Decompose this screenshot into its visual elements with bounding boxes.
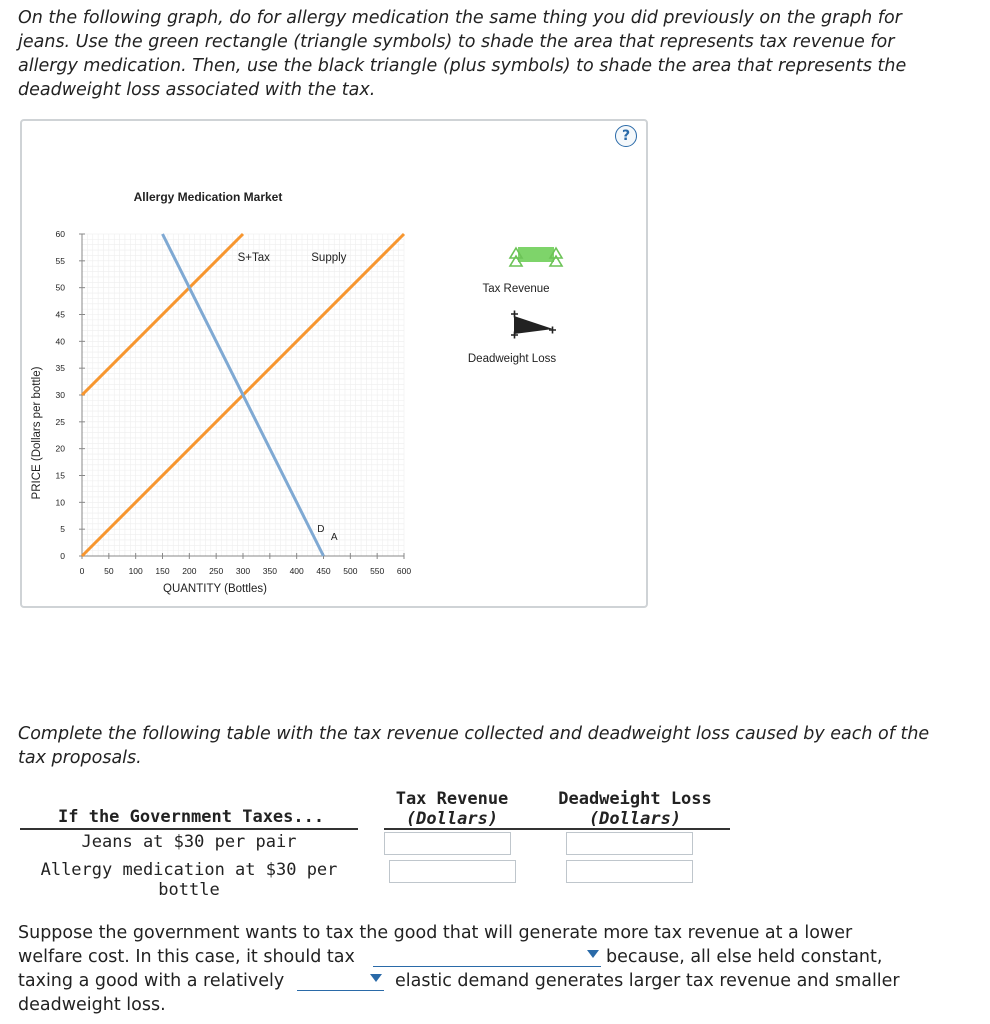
- question-line-3a: taxing a good with a relatively: [18, 971, 285, 991]
- y-tick-label: 10: [55, 497, 65, 508]
- chart-title: Allergy Medication Market: [133, 190, 283, 204]
- x-tick-label: 0: [79, 566, 85, 576]
- x-tick-label: 200: [182, 566, 197, 576]
- deadweight-loss-tool[interactable]: [511, 311, 556, 339]
- y-tick-label: 35: [55, 363, 65, 374]
- table-rule: [20, 828, 358, 830]
- question-line-3b: elastic demand generates larger tax revenue and smaller: [395, 971, 900, 991]
- x-tick-label: 350: [262, 566, 277, 576]
- y-tick-label: 5: [60, 524, 65, 535]
- annotation-supply: Supply: [311, 251, 347, 264]
- allergy-deadweight-loss-input[interactable]: [566, 860, 693, 883]
- y-tick-label: 60: [55, 229, 65, 239]
- row-header: If the Government Taxes...: [58, 807, 325, 827]
- chevron-down-icon: [370, 974, 382, 982]
- col-tax-revenue-title: Tax Revenue: [395, 789, 509, 809]
- question-line-2b: because, all else held constant,: [606, 947, 883, 967]
- annotation-a: A: [330, 531, 338, 543]
- question-line-4: deadweight loss.: [18, 995, 166, 1015]
- x-tick-label: 100: [128, 566, 143, 576]
- y-tick-label: 40: [55, 336, 65, 347]
- good-to-tax-dropdown[interactable]: [373, 946, 601, 967]
- x-tick-label: 50: [104, 566, 114, 576]
- table-row-label: Allergy medication at $30 per bottle: [40, 860, 338, 900]
- tax-revenue-swatch[interactable]: [518, 247, 554, 262]
- y-tick-label: 55: [55, 255, 65, 266]
- jeans-tax-revenue-input[interactable]: [384, 832, 511, 855]
- question-line-1: Suppose the government wants to tax the good that will generate more tax revenue at a lower: [18, 923, 853, 943]
- annotation-s-tax: S+Tax: [237, 251, 270, 264]
- x-tick-label: 500: [343, 566, 358, 576]
- elasticity-dropdown[interactable]: [297, 970, 384, 991]
- deadweight-loss-tool-label: Deadweight Loss: [467, 353, 557, 365]
- x-tick-label: 450: [316, 566, 331, 576]
- plus-symbol-icon: [549, 327, 556, 334]
- y-tick-label: 20: [55, 443, 65, 454]
- col-deadweight-header: [540, 789, 730, 829]
- tax-revenue-tool[interactable]: [510, 247, 562, 266]
- jeans-deadweight-loss-input[interactable]: [566, 832, 693, 855]
- col-deadweight-title: Deadweight Loss: [558, 789, 712, 809]
- y-axis-label: PRICE (Dollars per bottle): [31, 366, 43, 500]
- deadweight-loss-swatch[interactable]: [514, 316, 553, 334]
- col-tax-revenue-unit: (Dollars): [405, 809, 499, 829]
- table-prompt: Complete the following table with the tax revenue collected and deadweight loss caused by each of the tax proposals.: [18, 724, 930, 768]
- x-tick-label: 300: [235, 566, 251, 576]
- y-tick-label: 50: [55, 282, 65, 293]
- x-tick-label: 400: [289, 566, 304, 576]
- help-icon[interactable]: ?: [615, 125, 637, 147]
- x-tick-label: 600: [396, 566, 412, 576]
- annotation-d: D: [317, 523, 325, 535]
- y-tick-label: 25: [55, 416, 65, 427]
- col-deadweight-unit: (Dollars): [588, 809, 682, 829]
- instructions-text: On the following graph, do for allergy medication the same thing you did previously on the graph for jeans. Use the green rectangle (triangle symbols) to shade the area that represents tax revenue for allergy medication. Then, use the black triangle (plus symbols) to shade the area that represents the deadweight loss associated with the tax.: [18, 8, 907, 100]
- allergy-tax-revenue-input[interactable]: [389, 860, 516, 883]
- y-tick-label: 30: [55, 390, 65, 400]
- table-row-label: Jeans at $30 per pair: [81, 832, 297, 852]
- y-tick-label: 15: [55, 470, 65, 481]
- question-line-2a: welfare cost. In this case, it should tax: [18, 947, 355, 967]
- y-tick-label: 0: [60, 551, 65, 561]
- plus-symbol-icon: [511, 311, 518, 318]
- table-rule: [384, 828, 730, 830]
- x-tick-label: 150: [155, 566, 170, 576]
- y-tick-label: 45: [55, 309, 65, 320]
- tax-revenue-tool-label: Tax Revenue: [482, 283, 550, 295]
- col-tax-revenue-header: [380, 789, 524, 829]
- x-axis-label: QUANTITY (Bottles): [163, 583, 267, 595]
- chevron-down-icon: [587, 950, 599, 958]
- x-tick-label: 250: [209, 566, 224, 576]
- x-tick-label: 550: [370, 566, 385, 576]
